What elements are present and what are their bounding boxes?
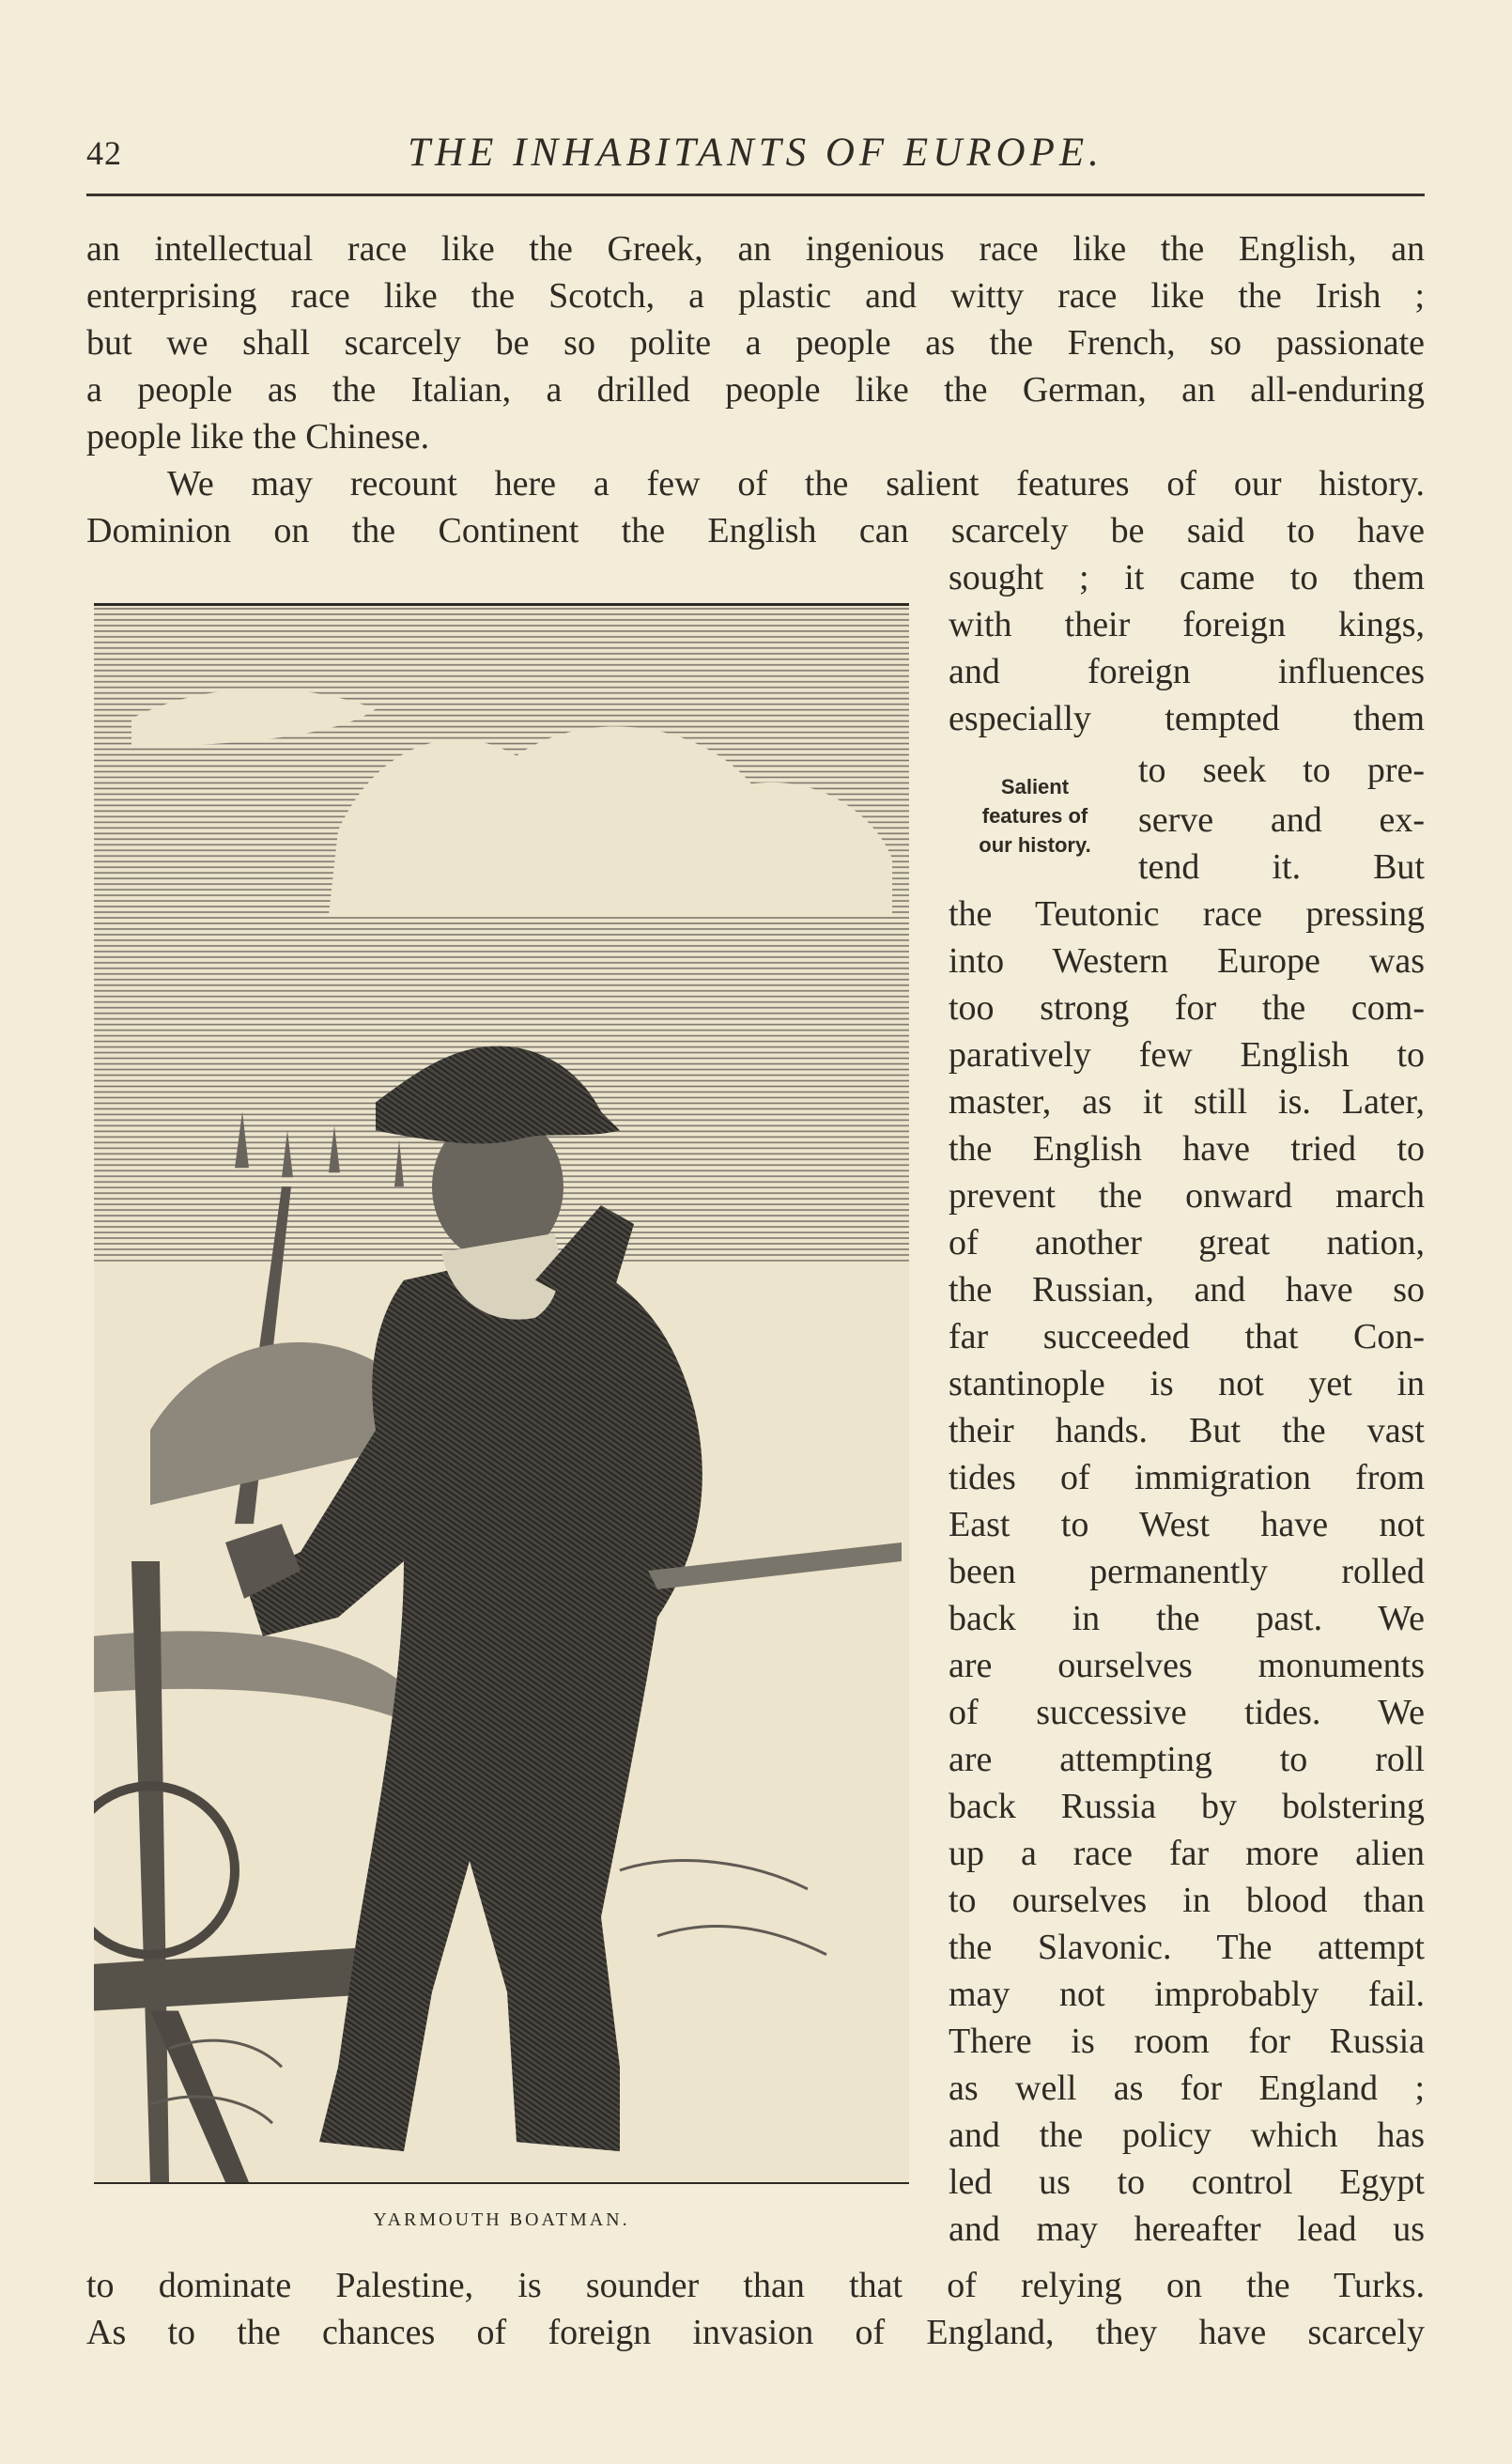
text-line: As to the chances of foreign invasion of England, they have scarcely (86, 2313, 1425, 2352)
column-line: to ourselves in blood than (949, 1881, 1425, 1920)
column-line: the Slavonic. The attempt (949, 1928, 1425, 1967)
column-line: sought ; it came to them (949, 558, 1425, 597)
column-line: paratively few English to (949, 1035, 1425, 1075)
column-line: and may hereafter lead us (949, 2209, 1425, 2249)
column-line: of another great nation, (949, 1223, 1425, 1263)
column-line: led us to control Egypt (949, 2162, 1425, 2202)
column-line: into Western Europe was (949, 941, 1425, 981)
column-line: the English have tried to (949, 1129, 1425, 1169)
page-number: 42 (86, 134, 122, 172)
column-line: especially tempted them (949, 699, 1425, 738)
column-line: too strong for the com- (949, 988, 1425, 1028)
column-line: prevent the onward march (949, 1176, 1425, 1216)
text-line: to dominate Palestine, is sounder than that of relying on the Turks. (86, 2266, 1425, 2305)
column-line: and foreign influences (949, 652, 1425, 691)
column-line: to seek to pre- (1138, 751, 1425, 790)
column-line: stantinople is not yet in (949, 1364, 1425, 1403)
column-line: far succeeded that Con- (949, 1317, 1425, 1356)
figure-caption: YARMOUTH BOATMAN. (373, 2209, 630, 2230)
margin-note-line: Salient (1000, 775, 1070, 798)
column-line: There is room for Russia (949, 2022, 1425, 2061)
column-line: master, as it still is. Later, (949, 1082, 1425, 1122)
column-line: as well as for England ; (949, 2069, 1425, 2108)
text-line: Dominion on the Continent the English can scarcely be said to have (86, 511, 1425, 550)
column-line: with their foreign kings, (949, 605, 1425, 644)
margin-note (941, 772, 1129, 860)
column-line: tend it. But (1138, 847, 1425, 887)
running-title: THE INHABITANTS OF EUROPE. (408, 131, 1103, 175)
text-line: an intellectual race like the Greek, an ingenious race like the English, an (86, 229, 1425, 269)
text-line: enterprising race like the Scotch, a plastic and witty race like the Irish ; (86, 276, 1425, 316)
column-line: may not improbably fail. (949, 1975, 1425, 2014)
column-line: their hands. But the vast (949, 1411, 1425, 1450)
column-line: the Teutonic race pressing (949, 894, 1425, 934)
page-header (86, 130, 1425, 180)
boatman-engraving (94, 606, 909, 2182)
text-line: We may recount here a few of the salient features of our history. (167, 464, 1425, 504)
column-line: been permanently rolled (949, 1552, 1425, 1591)
column-line: East to West have not (949, 1505, 1425, 1544)
column-line: are ourselves monuments (949, 1646, 1425, 1685)
column-line: back Russia by bolstering (949, 1787, 1425, 1826)
column-line: and the policy which has (949, 2115, 1425, 2155)
engraving-illustration (94, 603, 909, 2184)
column-line: up a race far more alien (949, 1834, 1425, 1873)
text-line: but we shall scarcely be so polite a people as the French, so passionate (86, 323, 1425, 363)
header-rule (86, 194, 1425, 196)
column-line: are attempting to roll (949, 1740, 1425, 1779)
column-line: tides of immigration from (949, 1458, 1425, 1497)
margin-note-line: our history. (979, 833, 1091, 857)
text-line: a people as the Italian, a drilled people like the German, an all-enduring (86, 370, 1425, 410)
text-line: people like the Chinese. (86, 417, 430, 457)
column-line: back in the past. We (949, 1599, 1425, 1638)
column-line: the Russian, and have so (949, 1270, 1425, 1309)
column-line: of successive tides. We (949, 1693, 1425, 1732)
column-line: serve and ex- (1138, 800, 1425, 840)
margin-note-line: features of (981, 804, 1088, 828)
